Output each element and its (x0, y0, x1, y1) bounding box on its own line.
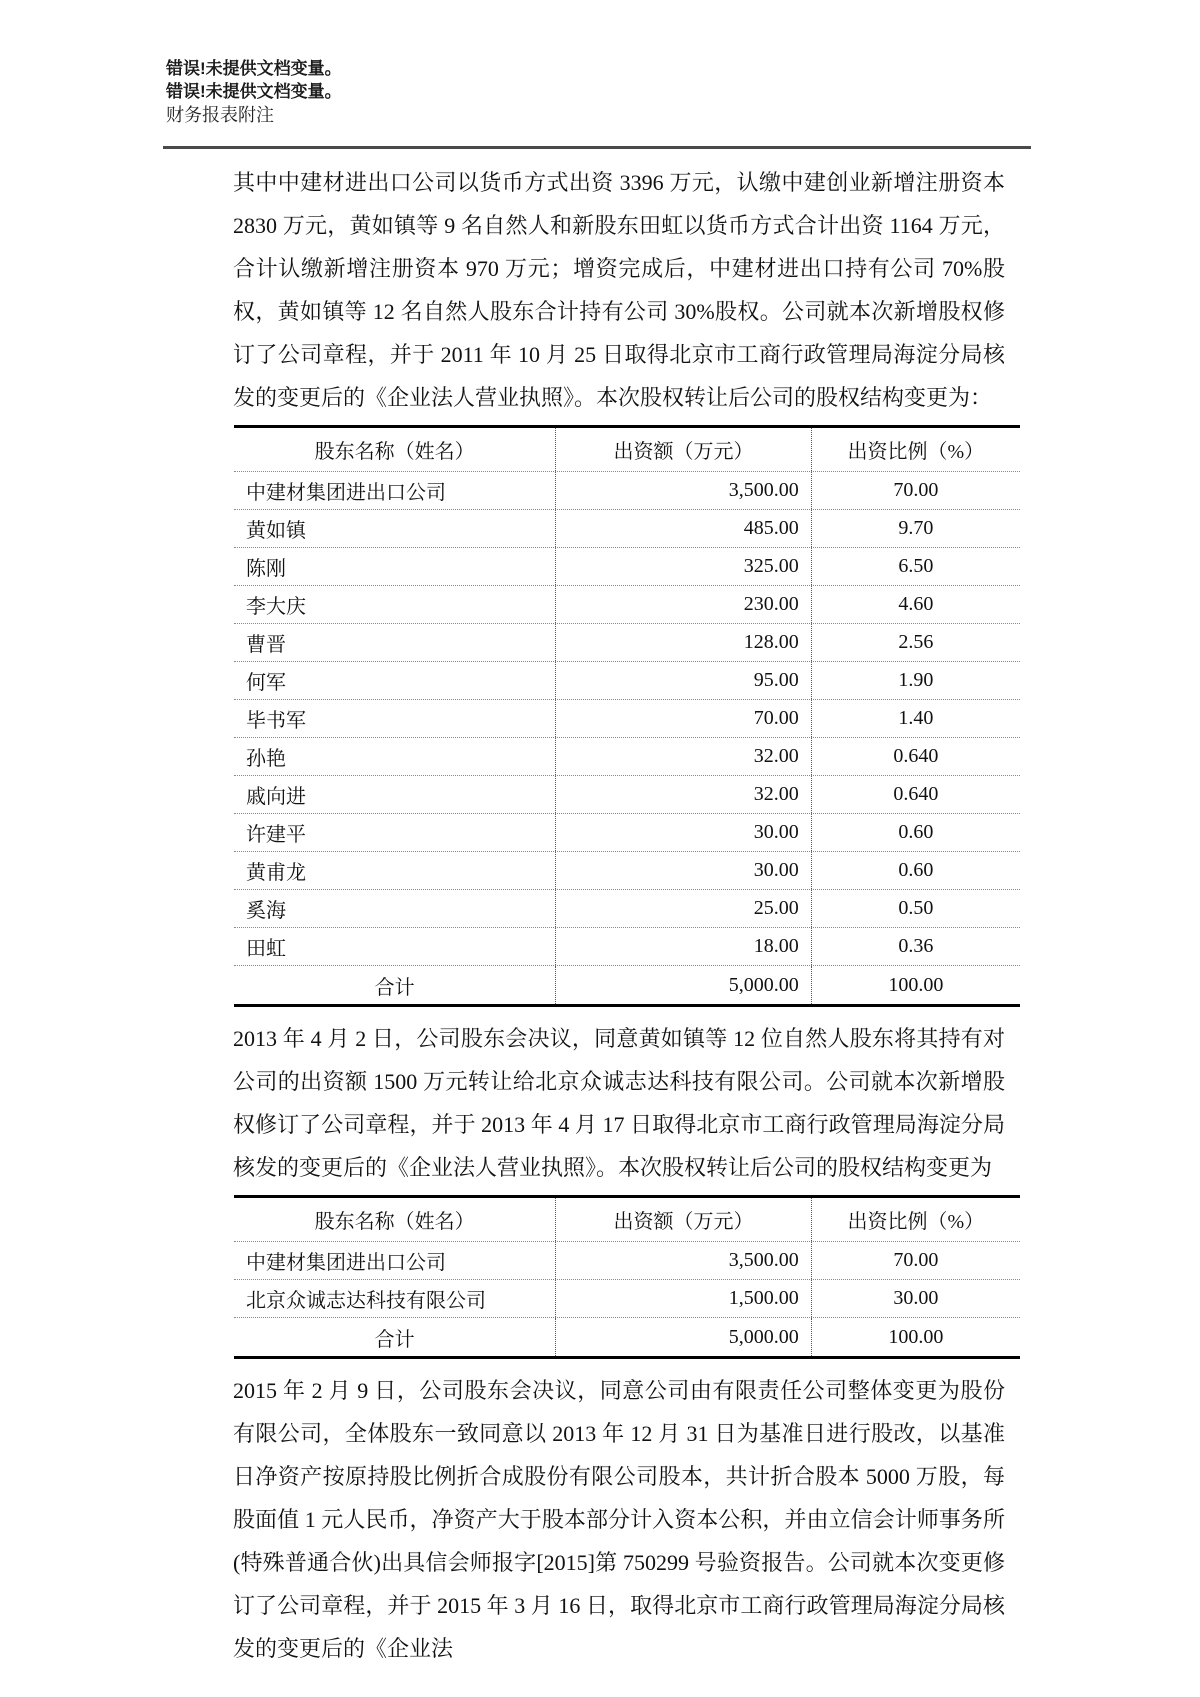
shareholder-name-cell: 中建材集团进出口公司 (234, 472, 556, 509)
amount-cell: 30.00 (556, 814, 811, 851)
amount-cell: 18.00 (556, 928, 811, 965)
ratio-cell: 4.60 (898, 593, 934, 615)
ratio-cell: 0.60 (898, 859, 934, 881)
shareholder-name-cell: 陈刚 (234, 548, 556, 585)
shareholder-name-cell: 黄如镇 (234, 510, 556, 547)
ratio-cell: 6.50 (898, 555, 934, 577)
shareholder-name-cell: 曹晋 (234, 624, 556, 661)
total-label-cell: 合计 (234, 966, 556, 1004)
ratio-cell: 0.36 (898, 935, 934, 957)
table-row (234, 700, 1020, 738)
table-row (234, 928, 1020, 966)
ratio-cell: 2.56 (898, 631, 934, 653)
table-row (234, 814, 1020, 852)
total-amount-cell: 5,000.00 (556, 1318, 811, 1356)
table-row (234, 890, 1020, 928)
ratio-cell: 0.50 (898, 897, 934, 919)
amount-cell: 485.00 (556, 510, 811, 547)
amount-cell: 32.00 (556, 738, 811, 775)
total-ratio-cell: 100.00 (888, 1325, 944, 1348)
table-total-row (234, 1318, 1020, 1356)
ratio-cell: 1.40 (898, 707, 934, 729)
shareholder-name-header: 股东名称（姓名） (234, 1198, 556, 1241)
table-row (234, 548, 1020, 586)
table-total-row (234, 966, 1020, 1004)
contribution-amount-header: 出资额（万元） (556, 428, 811, 471)
amount-cell: 32.00 (556, 776, 811, 813)
amount-cell: 3,500.00 (556, 1242, 811, 1279)
header-error-line-1: 错误!未提供文档变量。 (166, 59, 342, 78)
amount-cell: 30.00 (556, 852, 811, 889)
amount-cell: 230.00 (556, 586, 811, 623)
total-amount-cell: 5,000.00 (556, 966, 811, 1004)
table-row (234, 624, 1020, 662)
shareholder-name-cell: 戚向进 (234, 776, 556, 813)
shareholder-name-header: 股东名称（姓名） (234, 428, 556, 471)
amount-cell: 325.00 (556, 548, 811, 585)
shareholder-name-cell: 孙艳 (234, 738, 556, 775)
table-row (234, 662, 1020, 700)
table-header-row (234, 428, 1020, 472)
table-row (234, 472, 1020, 510)
paragraph-2015-conversion: 2015 年 2 月 9 日，公司股东会决议，同意公司由有限责任公司整体变更为股份有限公司，全体股东一致同意以 2013 年 12 月 31 日为基准日进行股改，以基准日净资产按原持股比例折合成股份有限公司股本，共计折合股本 5000 万股，每股面值 1 元人民币，净资产大于股本部分计入资本公积，并由立信会计师事务所(特殊普通合伙)出具信会师报字[2015]第 750299 号验资报告。公司就本次变更修订了公司章程，并于 2015 年 3 月 16 日，取得北京市工商行政管理局海淀分局核发的变更后的《企业法 (233, 1378, 1005, 1661)
table-row (234, 1280, 1020, 1318)
shareholder-name-cell: 奚海 (234, 890, 556, 927)
shareholder-name-cell: 中建材集团进出口公司 (234, 1242, 556, 1279)
amount-cell: 95.00 (556, 662, 811, 699)
table-row (234, 738, 1020, 776)
shareholder-name-cell: 黄甫龙 (234, 852, 556, 889)
contribution-amount-header: 出资额（万元） (556, 1198, 811, 1241)
shareholding-structure-table-2011 (234, 425, 1020, 1007)
shareholding-structure-table-2013 (234, 1195, 1020, 1359)
total-ratio-cell: 100.00 (888, 973, 944, 996)
table-row (234, 852, 1020, 890)
ratio-cell: 70.00 (893, 479, 939, 501)
table-header-row (234, 1198, 1020, 1242)
amount-cell: 1,500.00 (556, 1280, 811, 1317)
contribution-ratio-header: 出资比例（%） (847, 1211, 985, 1233)
ratio-cell: 1.90 (898, 669, 934, 691)
total-label-cell: 合计 (234, 1318, 556, 1356)
ratio-cell: 0.640 (893, 783, 939, 805)
paragraph-2011-capital-increase: 其中中建材进出口公司以货币方式出资 3396 万元，认缴中建创业新增注册资本 2830 万元，黄如镇等 9 名自然人和新股东田虹以货币方式合计出资 1164 万元，合计认缴新增注册资本 970 万元；增资完成后，中建材进出口持有公司 70%股权，黄如镇等 12 名自然人股东合计持有公司 30%股权。公司就本次新增股权修订了公司章程，并于 2011 年 10 月 25 日取得北京市工商行政管理局海淀分局核发的变更后的《企业法人营业执照》。本次股权转让后公司的股权结构变更为： (233, 170, 1005, 410)
amount-cell: 3,500.00 (556, 472, 811, 509)
shareholder-name-cell: 李大庆 (234, 586, 556, 623)
paragraph-2013-equity-transfer: 2013 年 4 月 2 日，公司股东会决议，同意黄如镇等 12 位自然人股东将其持有对公司的出资额 1500 万元转让给北京众诚志达科技有限公司。公司就本次新增股权修订了公司章程，并于 2013 年 4 月 17 日取得北京市工商行政管理局海淀分局核发的变更后的《企业法人营业执照》。本次股权转让后公司的股权结构变更为 (233, 1026, 1005, 1180)
shareholder-name-cell: 田虹 (234, 928, 556, 965)
shareholder-name-cell: 何军 (234, 662, 556, 699)
ratio-cell: 9.70 (898, 517, 934, 539)
document-header (166, 57, 342, 128)
shareholder-name-cell: 许建平 (234, 814, 556, 851)
table-row (234, 1242, 1020, 1280)
ratio-cell: 70.00 (893, 1249, 939, 1271)
header-error-line-2: 错误!未提供文档变量。 (166, 82, 342, 101)
contribution-ratio-header: 出资比例（%） (847, 441, 985, 463)
ratio-cell: 30.00 (893, 1287, 939, 1309)
shareholder-name-cell: 北京众诚志达科技有限公司 (234, 1280, 556, 1317)
amount-cell: 25.00 (556, 890, 811, 927)
table-row (234, 586, 1020, 624)
ratio-cell: 0.640 (893, 745, 939, 767)
shareholder-name-cell: 毕书军 (234, 700, 556, 737)
document-body (233, 161, 1005, 1670)
table-row (234, 776, 1020, 814)
header-divider (163, 146, 1031, 149)
ratio-cell: 0.60 (898, 821, 934, 843)
header-section-title: 财务报表附注 (166, 105, 274, 125)
amount-cell: 128.00 (556, 624, 811, 661)
table-row (234, 510, 1020, 548)
amount-cell: 70.00 (556, 700, 811, 737)
